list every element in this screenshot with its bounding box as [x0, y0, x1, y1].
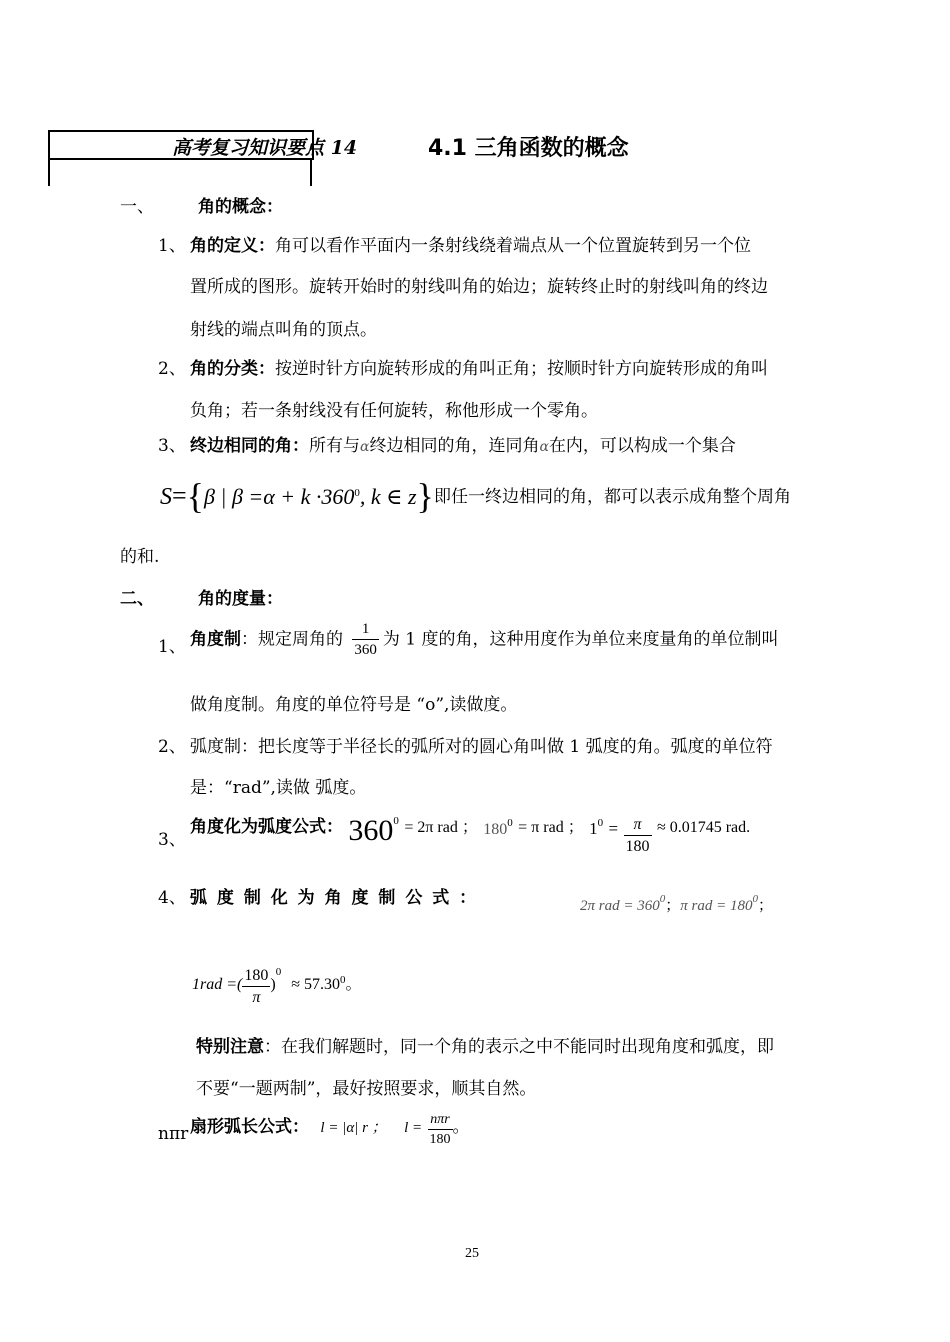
item3-number: 3、 — [158, 436, 186, 456]
eq-2pi-rad: = 2π rad ； — [404, 819, 478, 836]
left-brace: { — [186, 476, 204, 516]
item1-line1 — [190, 231, 751, 256]
s2-item1-line2: 做角度制。角度的单位符号是 “o”,读做度。 — [190, 695, 518, 715]
deg-0: 0 — [393, 815, 399, 827]
frac-den-pi: π — [252, 989, 261, 1007]
item3-text1c: 在内，可以构成一个集合 — [548, 436, 736, 456]
fraction-1-360 — [352, 622, 379, 658]
end: ； — [757, 898, 773, 914]
alpha-symbol: α — [539, 439, 549, 455]
s2-item1-number: 1、 — [158, 637, 186, 657]
deg-sup-2: 0 — [752, 893, 758, 905]
fraction-pi-180 — [624, 817, 652, 855]
num-180: 180 — [483, 821, 508, 838]
item3-line1 — [190, 431, 736, 456]
note-text1: ：在我们解题时，同一个角的表示之中不能同时出现角度和弧度，即 — [264, 1037, 774, 1057]
deg-0c: 0 — [597, 817, 604, 829]
deg-0b: 0 — [507, 817, 513, 829]
approx-value: ≈ 0.01745 rad. — [656, 819, 751, 836]
exp-0: 0 — [275, 966, 282, 978]
s2-item5-number: nπr — [158, 1124, 189, 1144]
item1-number: 1、 — [158, 236, 186, 256]
s2-item1-label: 角度制 — [190, 629, 241, 650]
s2-item5-label: 扇形弧长公式： — [190, 1117, 309, 1137]
fraction-180-pi — [242, 968, 270, 1006]
sec2-title: 角的度量： — [198, 589, 283, 609]
item3-text1a: 所有与 — [309, 436, 360, 456]
eq-pi-rad: = π rad ； — [518, 819, 584, 836]
s2-item3-line — [190, 812, 750, 855]
formula-pi: π rad = 180 — [680, 898, 753, 914]
item3-line2: 即任一终边相同的角，都可以表示成角整个周角 — [434, 487, 791, 507]
right-brace: } — [416, 476, 434, 516]
set-s: S — [160, 484, 172, 510]
one-rad-lhs: 1rad =( — [192, 976, 243, 993]
deg-57: 0 — [339, 974, 346, 986]
item2-label: 角的分类： — [190, 359, 275, 379]
frac-180b: 180 — [429, 1131, 451, 1147]
note-line1 — [196, 1032, 774, 1057]
s2-item3-number: 3、 — [158, 830, 186, 850]
deg-sup: 0 — [659, 893, 666, 905]
page-number: 25 — [465, 1246, 479, 1261]
item2-text1: 按逆时针方向旋转形成的角叫正角；按顺时针方向旋转形成的角叫 — [275, 359, 768, 379]
period: 。 — [345, 976, 362, 993]
eq-sign: = — [608, 819, 619, 838]
item1-line2: 置所成的图形。旋转开始时的射线叫角的始边；旋转终止时的射线叫角的终边 — [190, 277, 768, 297]
rad-deg-formula — [580, 893, 773, 915]
item3-text1b: 终边相同的角，连同角 — [369, 436, 540, 456]
header-frame-line-right — [310, 158, 312, 186]
arc-formula-2-lhs: l = — [404, 1120, 423, 1136]
sec2-number: 二、 — [120, 589, 154, 609]
fraction-npr-180 — [428, 1113, 453, 1147]
set-tail: , k ∈ z — [359, 484, 417, 509]
sec1-title: 角的概念： — [198, 197, 283, 217]
item3-line3: 的和. — [120, 547, 160, 567]
s2-item4-label: 弧 度 制 化 为 角 度 制 公 式 ： — [190, 888, 479, 908]
item1-line3: 射线的端点叫角的顶点。 — [190, 320, 377, 340]
sep: ； — [665, 898, 681, 914]
s2-item2-line2: 是：“rad”,读做 弧度。 — [190, 778, 367, 798]
frac-pi: π — [624, 817, 652, 836]
header-title-left: 高考复习知识要点 14 — [172, 137, 358, 159]
s2-item5-line — [190, 1112, 470, 1147]
s2-item2-number: 2、 — [158, 737, 186, 757]
item3-label: 终边相同的角： — [190, 436, 309, 456]
note-label: 特别注意 — [196, 1037, 264, 1057]
item1-text1: 角可以看作平面内一条射线绕着端点从一个位置旋转到另一个位 — [275, 236, 751, 256]
s2-item2-line1: 弧度制：把长度等于半径长的弧所对的圆心角叫做 1 弧度的角。弧度的单位符 — [190, 737, 773, 757]
alpha-symbol: α — [360, 439, 370, 455]
set-body: β | β =α + k ·360 — [203, 484, 355, 509]
sec1-number: 一、 — [120, 197, 154, 217]
s2-item1-line1 — [190, 622, 779, 658]
note-line2: 不要“一题两制”，最好按照要求，顺其自然。 — [196, 1079, 537, 1099]
item2-line1 — [190, 354, 768, 379]
frac-num-180: 180 — [242, 968, 270, 987]
approx-57: ≈ 57.30 — [291, 976, 340, 993]
item1-label: 角的定义： — [190, 236, 275, 256]
item2-number: 2、 — [158, 359, 186, 379]
one-rad-formula — [192, 966, 361, 1006]
num-1: 1 — [589, 819, 598, 838]
s2-item3-label: 角度化为弧度公式： — [190, 817, 343, 837]
frac-180: 180 — [625, 837, 650, 855]
item5-end: 。 — [452, 1117, 470, 1137]
frac-npr: nπr — [428, 1113, 453, 1130]
header-title-right: 4.1 三角函数的概念 — [428, 136, 629, 161]
s2-item1-text1: ：规定周角的 — [241, 629, 343, 650]
item2-line2: 负角；若一条射线没有任何旋转，称他形成一个零角。 — [190, 401, 598, 421]
set-deg: 0 — [354, 487, 360, 499]
formula-2pi: 2π rad = 360 — [580, 898, 660, 914]
header-frame-line — [48, 158, 50, 186]
set-eq: = — [172, 481, 187, 510]
s2-item1-text2: 为 1 度的角，这种用度作为单位来度量角的单位制叫 — [382, 629, 779, 650]
set-formula — [160, 475, 434, 517]
frac-num: 1 — [352, 622, 379, 640]
frac-den: 360 — [354, 642, 377, 658]
close-paren: ) — [270, 976, 276, 993]
big-360: 360 — [348, 814, 394, 847]
s2-item4-number: 4、 — [158, 888, 186, 908]
arc-formula-1: l = |α| r ； — [320, 1120, 387, 1136]
